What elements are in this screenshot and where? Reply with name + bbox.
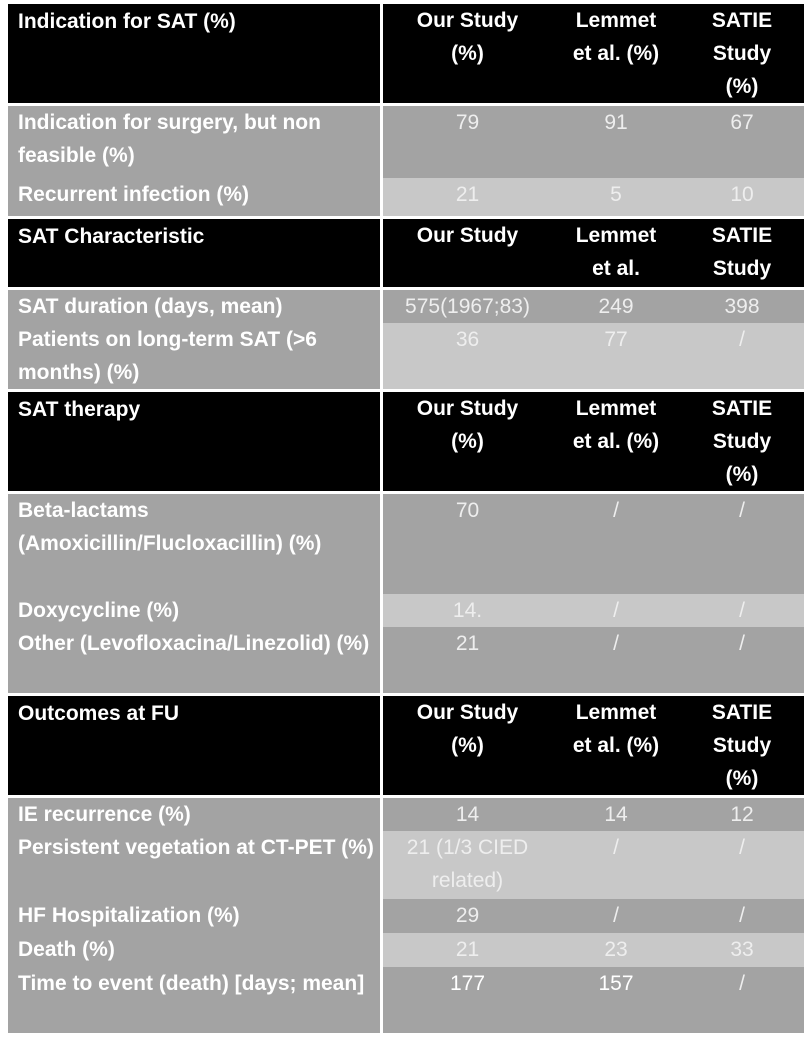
header-lemmet: Lemmet et al.	[575, 224, 657, 280]
table-row	[8, 933, 804, 967]
table-row	[8, 594, 804, 627]
our-study-value: 29	[380, 899, 552, 933]
lemmet-value: 23	[604, 938, 628, 961]
satie-value: /	[739, 328, 745, 351]
lemmet-value: 91	[604, 111, 628, 134]
header-lemmet: Lemmet et al. (%)	[572, 9, 660, 65]
section-header	[8, 392, 804, 491]
lemmet-value: /	[613, 499, 619, 522]
satie-value: /	[739, 972, 745, 995]
row-label: Time to event (death) [days; mean]	[8, 967, 380, 1033]
table-row	[8, 290, 804, 323]
lemmet-value: /	[613, 599, 619, 622]
row-label: Doxycycline (%)	[8, 594, 380, 627]
row-label: Recurrent infection (%)	[8, 178, 380, 216]
header-satie: SATIE Study (%)	[711, 397, 773, 486]
header-lemmet: Lemmet et al. (%)	[572, 701, 660, 757]
lemmet-value: 77	[604, 328, 628, 351]
section-header	[8, 4, 804, 103]
our-study-value: 21	[380, 627, 552, 693]
our-study-value: 177	[380, 967, 552, 1033]
row-label: Other (Levofloxacina/Linezolid) (%)	[8, 627, 380, 693]
header-our-study: Our Study (%)	[380, 696, 552, 795]
row-label: Patients on long-term SAT (>6 months) (%)	[8, 323, 380, 389]
our-study-value: 14.	[380, 594, 552, 627]
our-study-value: 21	[380, 933, 552, 967]
table-row	[8, 106, 804, 178]
header-lemmet: Lemmet et al. (%)	[572, 397, 660, 453]
our-study-value: 21	[380, 178, 552, 216]
row-label: Death (%)	[8, 933, 380, 967]
row-label: IE recurrence (%)	[8, 798, 380, 831]
header-satie: SATIE Study (%)	[711, 9, 773, 98]
header-our-study: Our Study (%)	[380, 392, 552, 491]
header-satie: SATIE Study (%)	[711, 701, 773, 790]
lemmet-value: 249	[598, 295, 634, 318]
header-our-study: Our Study (%)	[380, 4, 552, 103]
lemmet-value: 5	[610, 183, 622, 206]
header-label: SAT therapy	[18, 398, 141, 421]
our-study-value: 79	[380, 106, 552, 178]
table-row	[8, 178, 804, 216]
table-row	[8, 899, 804, 933]
our-study-value: 14	[380, 798, 552, 831]
satie-value: 67	[730, 111, 754, 134]
comparison-table	[8, 4, 804, 1033]
satie-value: /	[739, 599, 745, 622]
satie-value: /	[739, 904, 745, 927]
lemmet-value: /	[613, 632, 619, 655]
lemmet-value: 157	[598, 972, 634, 995]
satie-value: /	[739, 632, 745, 655]
row-label: Beta-lactams (Amoxicillin/Flucloxacillin) (%)	[8, 494, 380, 594]
our-study-value: 70	[380, 494, 552, 594]
row-label: Persistent vegetation at CT-PET (%)	[8, 831, 380, 899]
header-our-study: Our Study	[380, 219, 552, 287]
table-row	[8, 967, 804, 1033]
row-label: SAT duration (days, mean)	[8, 290, 380, 323]
row-label: Indication for surgery, but non feasible (%)	[8, 106, 380, 178]
header-label: Outcomes at FU	[18, 702, 180, 725]
header-satie: SATIE Study	[711, 224, 773, 280]
table-row	[8, 831, 804, 899]
satie-value: 33	[730, 938, 754, 961]
satie-value: /	[739, 499, 745, 522]
row-label: HF Hospitalization (%)	[8, 899, 380, 933]
satie-value: /	[739, 836, 745, 859]
table-row	[8, 494, 804, 594]
header-label: Indication for SAT (%)	[18, 10, 236, 33]
our-study-value: 21 (1/3 CIED related)	[380, 831, 552, 899]
table-row	[8, 323, 804, 389]
lemmet-value: 14	[604, 803, 628, 826]
our-study-value: 575(1967;83)	[380, 290, 552, 323]
satie-value: 398	[724, 295, 760, 318]
lemmet-value: /	[613, 836, 619, 859]
our-study-value: 36	[380, 323, 552, 389]
lemmet-value: /	[613, 904, 619, 927]
satie-value: 12	[730, 803, 754, 826]
section-header	[8, 219, 804, 287]
table-row	[8, 627, 804, 693]
table-row	[8, 798, 804, 831]
satie-value: 10	[730, 183, 754, 206]
section-header	[8, 696, 804, 795]
header-label: SAT Characteristic	[18, 225, 205, 248]
